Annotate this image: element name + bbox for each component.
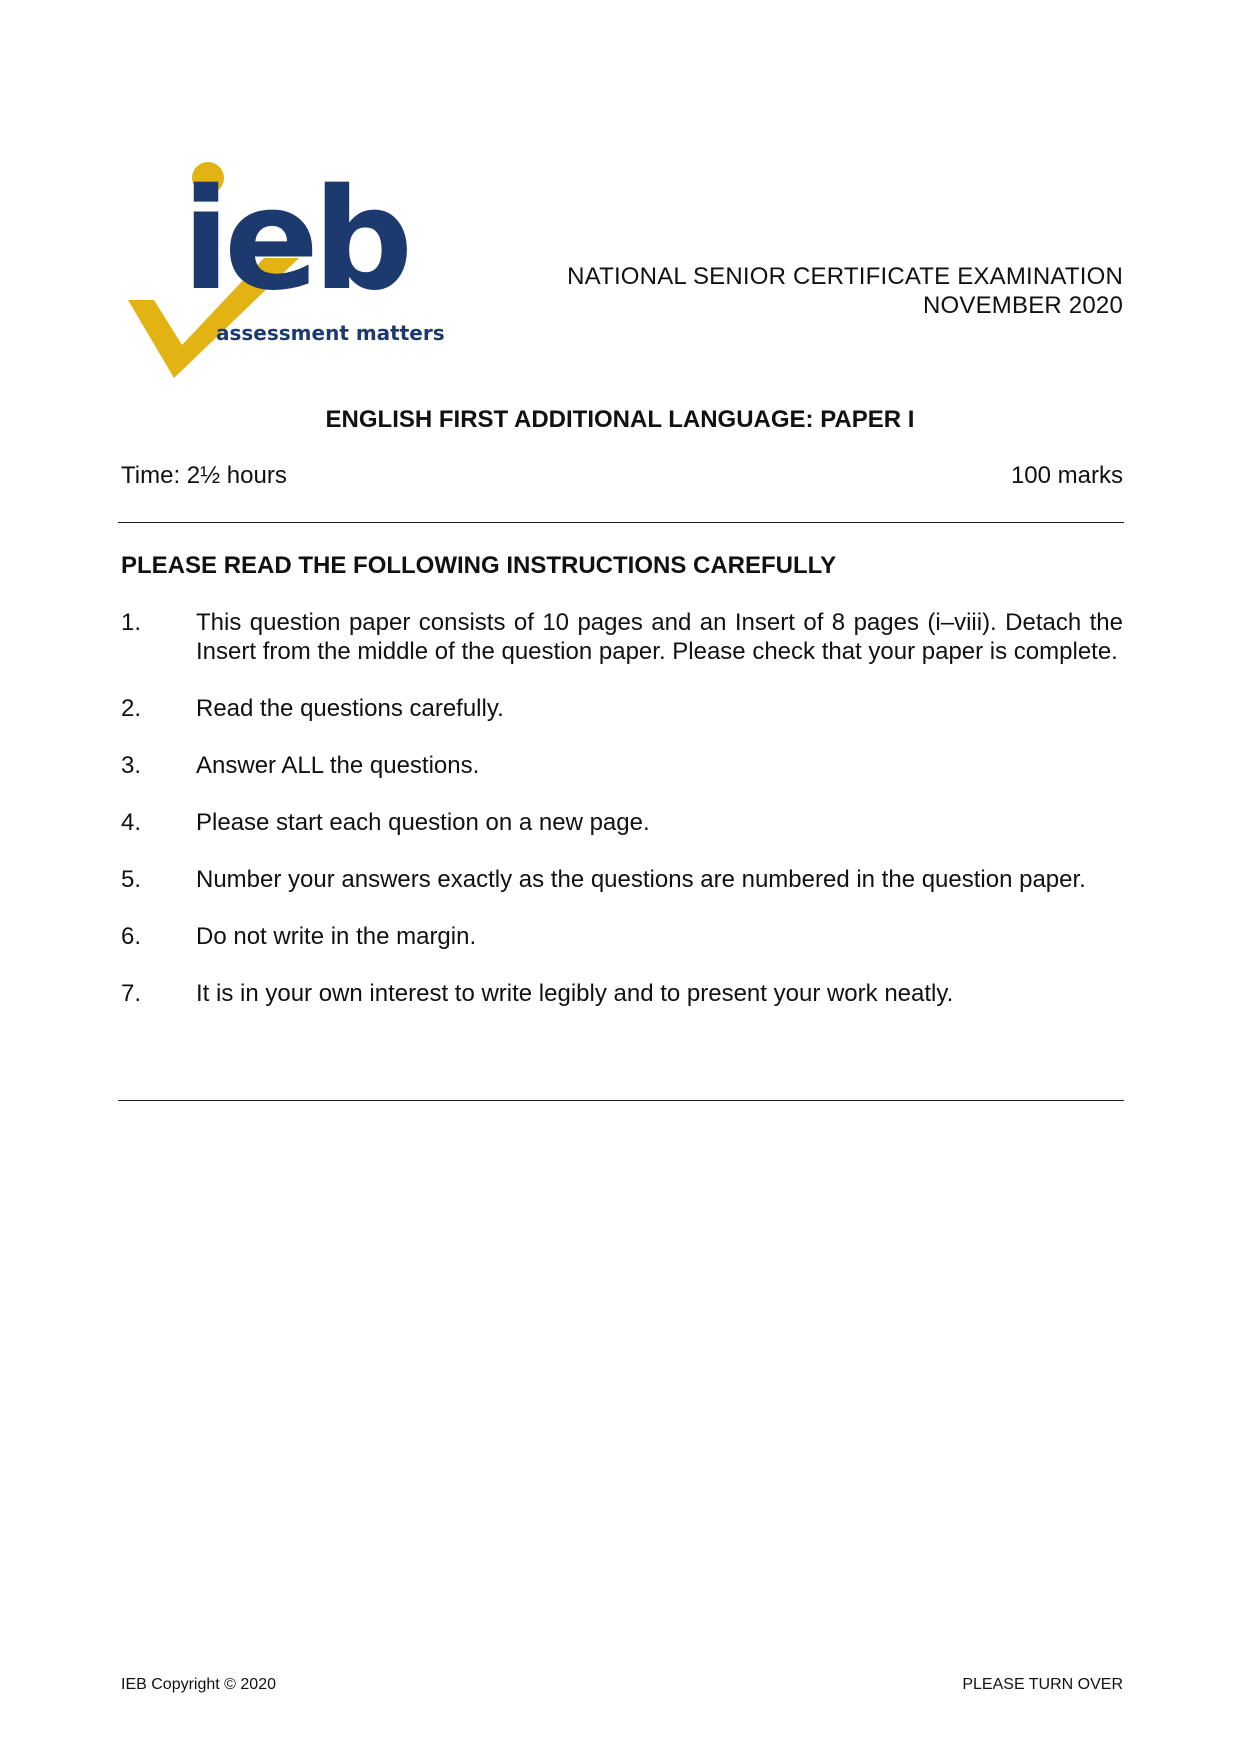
- instruction-text: It is in your own interest to write legibly and to present your work neatly.: [196, 980, 954, 1007]
- instruction-number: 2.: [121, 695, 142, 722]
- instruction-item: [121, 694, 1123, 723]
- divider-top: [118, 522, 1124, 523]
- exam-header: [567, 262, 1123, 320]
- instructions-list: [121, 608, 1123, 1036]
- time-marks-row: [121, 462, 1123, 490]
- instruction-item: [121, 979, 1123, 1008]
- instruction-number: 1.: [121, 609, 142, 636]
- instruction-number: 7.: [121, 980, 142, 1007]
- instruction-item: [121, 808, 1123, 837]
- exam-date: NOVEMBER 2020: [922, 292, 1123, 319]
- paper-title: ENGLISH FIRST ADDITIONAL LANGUAGE: PAPER I: [325, 406, 915, 433]
- logo-wordmark: ieb: [182, 159, 408, 322]
- instruction-item: [121, 608, 1123, 666]
- instruction-text: Answer ALL the questions.: [196, 752, 480, 779]
- instruction-text: This question paper consists of 10 pages and an Insert of 8 pages (i–viii). Detach the Insert from the middle of the question paper. Please check that your paper is complete.: [196, 609, 1123, 665]
- logo-tagline: assessment matters: [216, 321, 445, 345]
- time-allowed: Time: 2½ hours: [121, 462, 287, 489]
- instructions-heading: PLEASE READ THE FOLLOWING INSTRUCTIONS CAREFULLY: [121, 552, 837, 579]
- copyright-notice: IEB Copyright © 2020: [121, 1676, 276, 1693]
- ieb-logo: [124, 150, 484, 380]
- instruction-text: Do not write in the margin.: [196, 923, 477, 950]
- instruction-text: Read the questions carefully.: [196, 695, 504, 722]
- instruction-text: Number your answers exactly as the questions are numbered in the question paper.: [196, 866, 1086, 893]
- instruction-item: [121, 751, 1123, 780]
- total-marks: 100 marks: [1010, 462, 1123, 489]
- instruction-item: [121, 922, 1123, 951]
- instruction-number: 4.: [121, 809, 142, 836]
- instruction-item: [121, 865, 1123, 894]
- instruction-number: 6.: [121, 923, 142, 950]
- instruction-number: 3.: [121, 752, 142, 779]
- instruction-text: Please start each question on a new page.: [196, 809, 650, 836]
- divider-bottom: [118, 1100, 1124, 1101]
- exam-name: NATIONAL SENIOR CERTIFICATE EXAMINATION: [567, 263, 1123, 290]
- turn-over-notice: PLEASE TURN OVER: [962, 1676, 1123, 1693]
- instruction-number: 5.: [121, 866, 142, 893]
